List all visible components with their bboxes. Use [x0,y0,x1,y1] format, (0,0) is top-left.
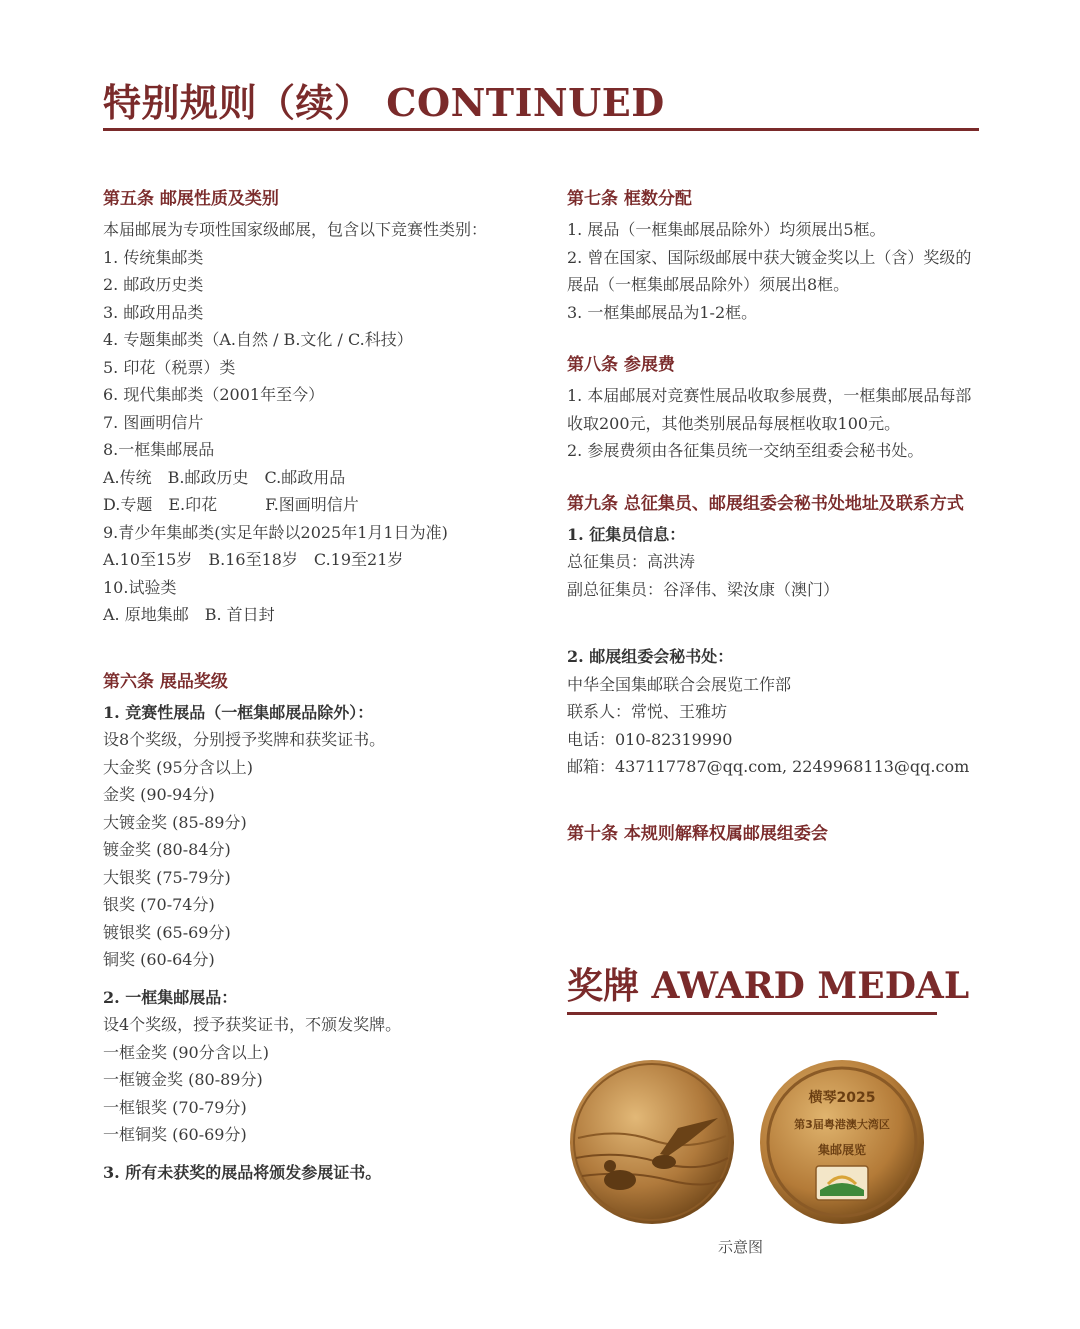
list-item: 1. 展品（一框集邮展品除外）均须展出5框。 [567,220,886,239]
medal-caption: 示意图 [718,1238,764,1256]
contact-line: 邮箱：437117787@qq.com, 2249968113@qq.com [567,757,970,776]
award-level: 镀金奖 (80-84分) [103,840,231,859]
list-item: 10.试验类 [103,577,177,597]
medal-divider [567,1012,937,1015]
article-7-title: 第七条 框数分配 [567,189,692,209]
article-6-title: 第六条 展品奖级 [103,671,228,692]
title-divider [103,128,979,131]
award-level: 一框铜奖 (60-69分) [103,1125,247,1144]
list-item: 8.一框集邮展品 [103,440,215,459]
article-9-sub1-title: 1. 征集员信息： [567,524,686,544]
award-level: 一框镀金奖 (80-89分) [103,1070,263,1089]
award-level: 一框金奖 (90分含以上) [103,1042,269,1062]
award-level: 大银奖 (75-79分) [103,867,231,887]
list-item: 2. 邮政历史类 [103,275,204,294]
award-level: 一框银奖 (70-79分) [103,1097,247,1117]
award-level: 银奖 (70-74分) [103,895,215,914]
article-5-intro: 本届邮展为专项性国家级邮展，包含以下竞赛性类别： [103,220,488,239]
award-level: 大镀金奖 (85-89分) [103,812,247,832]
article-6-sub2-title: 2. 一框集邮展品： [103,987,238,1007]
article-6-sub3: 3. 所有未获奖的展品将颁发参展证书。 [103,1162,382,1182]
medal-back-image [758,1058,926,1226]
list-item: A.10至15岁 B.16至18岁 C.19至21岁 [103,550,404,569]
list-item: 2. 曾在国家、国际级邮展中获大镀金奖以上（含）奖级的展品（一框集邮展品除外）须展出8框。 [567,247,972,294]
list-item: 3. 一框集邮展品为1-2框。 [567,302,758,322]
article-9-title: 第九条 总征集员、邮展组委会秘书处地址及联系方式 [567,493,964,514]
list-item: 9.青少年集邮类(实足年龄以2025年1月1日为准) [103,522,448,542]
contact-line: 中华全国集邮联合会展览工作部 [567,674,792,694]
list-item: 3. 邮政用品类 [103,302,204,322]
page-title: 特别规则（续） CONTINUED [103,80,665,125]
article-8-title: 第八条 参展费 [567,355,675,375]
contact-line: 总征集员：高洪涛 [567,552,696,571]
medal-text-line2: 第3届粤港澳大湾区 [794,1118,890,1131]
medal-front-image [568,1058,736,1226]
right-column [567,186,987,851]
medal-section-title: 奖牌 AWARD MEDAL [567,965,970,1007]
award-level: 金奖 (90-94分) [103,785,215,804]
list-item: 2. 参展费须由各征集员统一交纳至组委会秘书处。 [567,441,924,460]
contact-line: 联系人：常悦、王雅坊 [567,702,728,721]
article-10-title: 第十条 本规则解释权属邮展组委会 [567,823,828,844]
article-6-sub1-intro: 设8个奖级，分别授予奖牌和获奖证书。 [103,730,386,749]
list-item: 1. 传统集邮类 [103,247,204,267]
list-item: 5. 印花（税票）类 [103,357,236,377]
award-level: 铜奖 (60-64分) [103,950,215,969]
list-item: 1. 本届邮展对竞赛性展品收取参展费，一框集邮展品每部收取200元，其他类别展品每展框收取100元。 [567,386,972,433]
medal-text-line3: 集邮展览 [817,1143,867,1157]
list-item: 6. 现代集邮类（2001年至今） [103,385,325,404]
article-6-sub1-title: 1. 竞赛性展品（一框集邮展品除外）： [103,702,374,722]
medal-text-line1: 横琴2025 [808,1090,876,1106]
article-5-title: 第五条 邮展性质及类别 [103,189,279,209]
award-level: 大金奖 (95分含以上) [103,757,253,777]
list-item: D.专题 E.印花 F.图画明信片 [103,495,359,514]
award-level: 镀银奖 (65-69分) [103,922,231,942]
contact-line: 副总征集员：谷泽伟、梁汝康（澳门） [567,579,840,599]
list-item: A.传统 B.邮政历史 C.邮政用品 [103,467,346,487]
list-item: 7. 图画明信片 [103,412,204,432]
article-6-sub2-intro: 设4个奖级，授予获奖证书，不颁发奖牌。 [103,1015,402,1034]
contact-line: 电话：010-82319990 [567,729,733,749]
list-item: A. 原地集邮 B. 首日封 [103,605,275,624]
article-9-sub2-title: 2. 邮展组委会秘书处： [567,647,734,666]
left-column [103,186,533,1186]
list-item: 4. 专题集邮类（A.自然 / B.文化 / C.科技） [103,330,413,349]
